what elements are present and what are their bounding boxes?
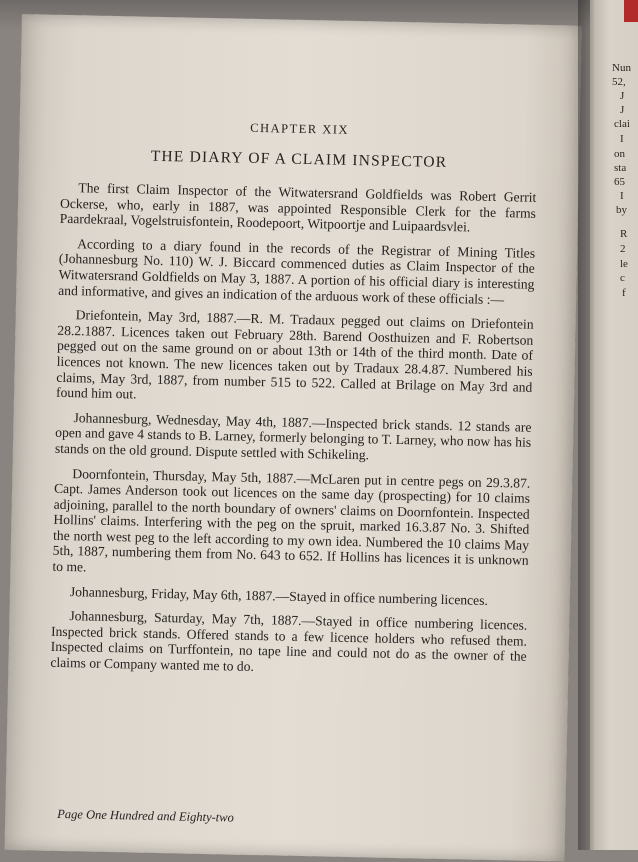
- chapter-title: THE DIARY OF A CLAIM INSPECTOR: [150, 147, 448, 171]
- intro-paragraph: According to a diary found in the records of the Registrar of Mining Titles (Johannesburg No. 110) W. J. Biccard commenced duties as Claim Inspector of the Witwatersrand Goldfields on May 3, 1887. A portion of his official diary is interesting and informative, and gives an indication of the arduous work of these officials :—: [58, 235, 536, 307]
- facing-page-fragment: Nun: [612, 62, 631, 74]
- facing-page-fragment: 65: [614, 176, 625, 188]
- book-cover-edge: [624, 0, 638, 22]
- facing-page-fragment: c: [620, 272, 625, 284]
- facing-page-fragment: by: [616, 204, 627, 216]
- page-content: [50, 117, 538, 825]
- chapter-number: CHAPTER XIX: [250, 120, 350, 137]
- facing-page-fragment: clai: [614, 118, 630, 130]
- facing-page-fragment: R: [620, 228, 628, 240]
- facing-page: [590, 0, 638, 850]
- diary-entry: Driefontein, May 3rd, 1887.—R. M. Tradaux pegged out claims on Driefontein 28.2.1887. Licences taken out February 28th. Barend Oosthuizen and F. Robertson pegged out on the same ground on or about 13th or 14th of the third month. Date of licences not known. The new licences taken out by Tradaux 28.4.87. Numbered his claims, May 3rd, 1887, from number 515 to 522. Called at Brilage on May 3rd and found him out.: [55, 307, 534, 402]
- facing-page-fragment: J: [620, 104, 625, 116]
- facing-page-fragment: on: [614, 148, 625, 160]
- diary-entry: Johannesburg, Wednesday, May 4th, 1887.—Inspected brick stands. 12 stands are open and gave 4 stands to B. Larney, formerly belonging to T. Larney, who now has his stands on the old ground. Dispute settled with Schikeling.: [54, 409, 532, 463]
- facing-page-fragment: le: [620, 258, 628, 270]
- facing-page-fragment: I: [620, 190, 624, 202]
- facing-page-fragment: sta: [614, 162, 627, 174]
- diary-entry: Johannesburg, Saturday, May 7th, 1887.—Stayed in office numbering licences. Inspected brick stands. Offered stands to a few licence holders who refused them. Inspected claims on Turffontein, no tape line and could not do as the owner of the claims or Company wanted me to do.: [50, 608, 528, 675]
- page-footer: Page One Hundred and Eighty-two: [57, 806, 234, 825]
- facing-page-fragment: 2: [620, 243, 626, 255]
- intro-paragraph: The first Claim Inspector of the Witwatersrand Goldfields was Robert Gerrit Ockerse, who, early in 1887, was appointed Responsible Clerk for the farms Paardekraal, Vogelstruisfontein, Roodepoort, Witpoortje and Luipaardsvlei.: [59, 180, 537, 235]
- facing-page-fragment: J: [620, 90, 625, 102]
- book-page: [4, 14, 581, 862]
- facing-page-fragment: f: [622, 287, 626, 299]
- facing-page-fragment: 52,: [612, 76, 626, 88]
- diary-entry: Johannesburg, Friday, May 6th, 1887.—Stayed in office numbering licences.: [69, 583, 489, 608]
- book-gutter-shadow: [578, 0, 594, 850]
- diary-entry: Doornfontein, Thursday, May 5th, 1887.—McLaren put in centre pegs on 29.3.87. Capt. James Anderson took out licences on the same day (prospecting) for 10 claims adjoining, parallel to the north boundary of owners' claims on Doornfontein. Inspected Hollins' claims. Interfering with the peg on the spruit, marked 16.3.87 No. 3. Shifted the north west peg to the left according to my own idea. Numbered the 10 claims May 5th, 1887, numbering them from No. 643 to 652. If Hollins has licences it is unknown to me.: [52, 465, 531, 575]
- facing-page-fragment: I: [620, 133, 624, 145]
